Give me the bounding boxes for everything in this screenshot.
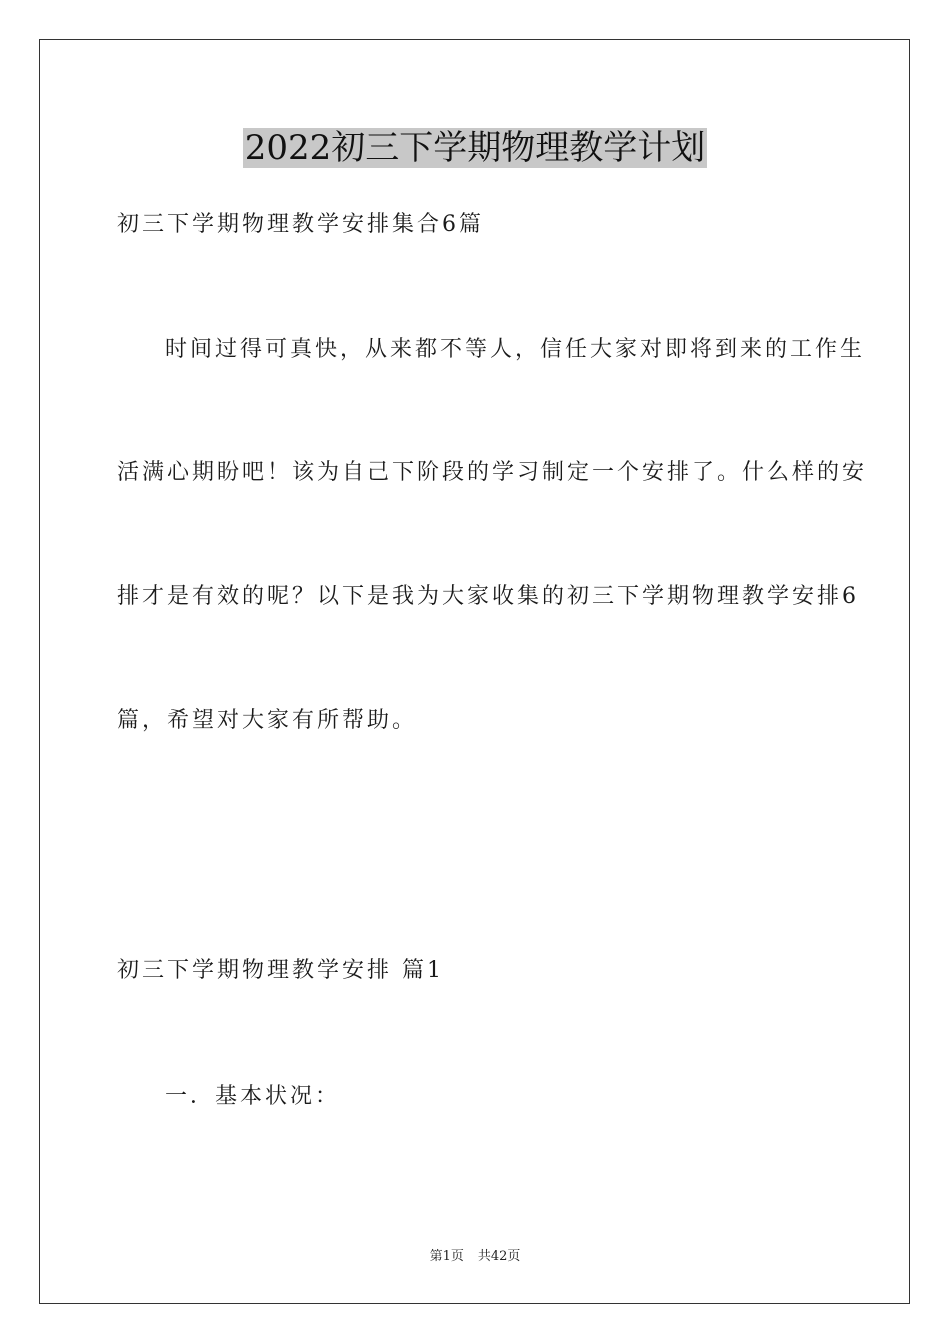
page-total: 共42页 xyxy=(477,1249,521,1264)
section-heading: 初三下学期物理教学安排 篇1 xyxy=(117,958,444,983)
section-item: 一．基本状况： xyxy=(165,1084,341,1109)
intro-line-3: 排才是有效的呢？以下是我为大家收集的初三下学期物理教学安排6 xyxy=(117,584,859,609)
intro-line-4: 篇，希望对大家有所帮助。 xyxy=(117,708,418,733)
page-number: 第1页 xyxy=(429,1249,464,1264)
intro-line-2: 活满心期盼吧！该为自己下阶段的学习制定一个安排了。什么样的安 xyxy=(117,460,868,485)
title-container xyxy=(0,128,950,168)
document-title: 2022初三下学期物理教学计划 xyxy=(244,128,706,168)
document-subtitle: 初三下学期物理教学安排集合6篇 xyxy=(117,212,484,237)
intro-line-1: 时间过得可真快，从来都不等人，信任大家对即将到来的工作生 xyxy=(165,337,866,362)
page-footer xyxy=(0,1248,950,1266)
